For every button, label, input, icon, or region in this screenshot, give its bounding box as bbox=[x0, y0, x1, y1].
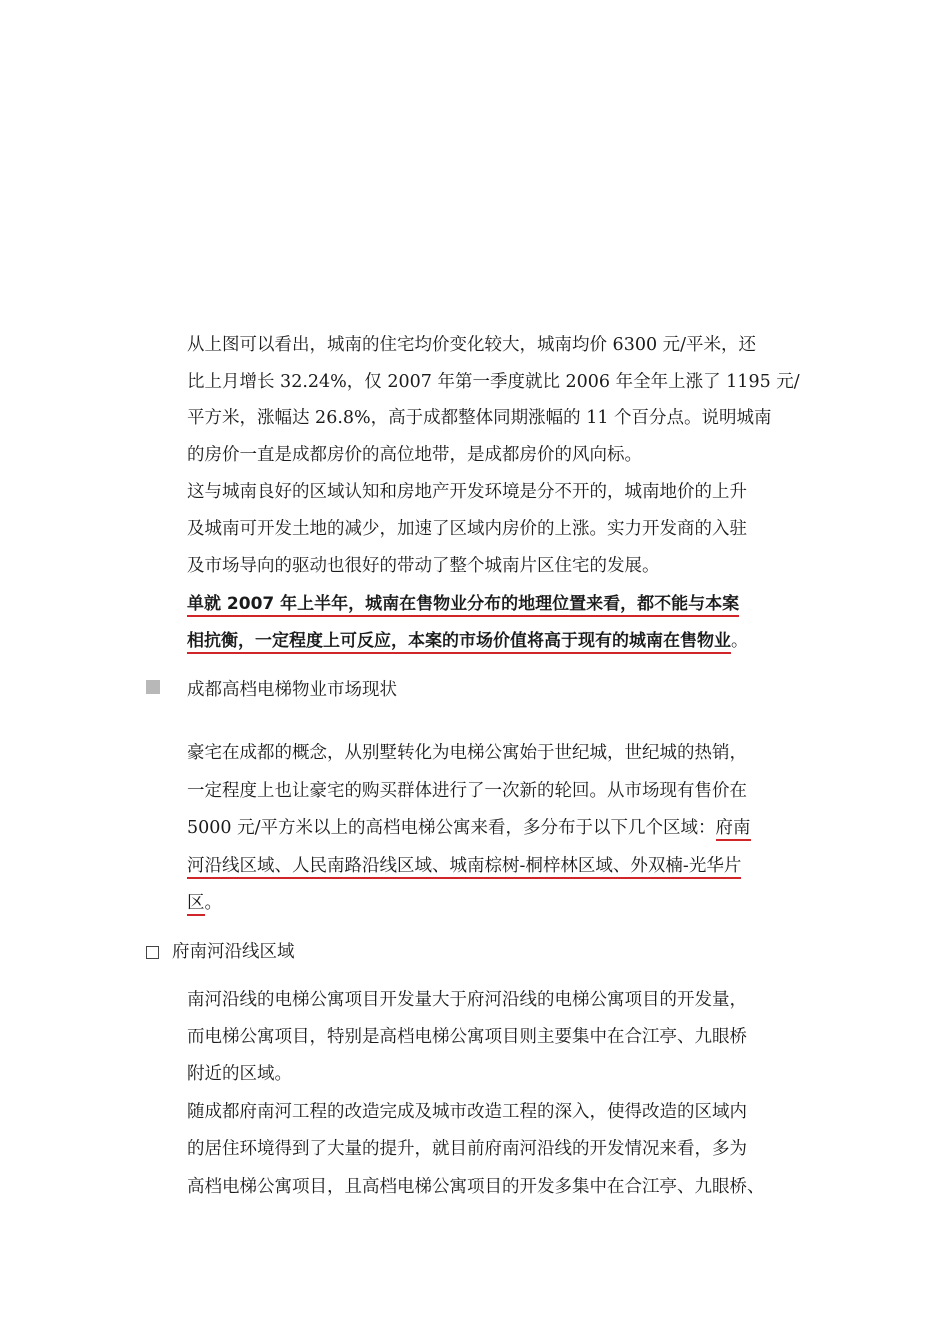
filled-square-bullet-icon bbox=[146, 680, 160, 694]
underlined-text: 单就 2007 年上半年，城南在售物业分布的地理位置来看，都不能与本案 bbox=[187, 594, 739, 617]
paragraph-line: 随成都府南河工程的改造完成及城市改造工程的深入，使得改造的区域内 bbox=[187, 1102, 747, 1122]
paragraph-line: 及城南可开发土地的减少，加速了区域内房价的上涨。实力开发商的入驻 bbox=[187, 519, 747, 539]
paragraph-line: 而电梯公寓项目，特别是高档电梯公寓项目则主要集中在合江亭、九眼桥 bbox=[187, 1027, 747, 1047]
paragraph-line bbox=[187, 816, 751, 840]
highlighted-conclusion-line bbox=[187, 629, 748, 653]
paragraph-line: 及市场导向的驱动也很好的带动了整个城南片区住宅的发展。 bbox=[187, 556, 660, 576]
underlined-text: 区 bbox=[187, 893, 205, 916]
section-heading: 府南河沿线区域 bbox=[172, 942, 295, 962]
plain-text: 5000 元/平方米以上的高档电梯公寓来看，多分布于以下几个区域： bbox=[187, 818, 716, 838]
paragraph-line: 比上月增长 32.24%，仅 2007 年第一季度就比 2006 年全年上涨了 1195 元/ bbox=[187, 372, 800, 392]
paragraph-line: 一定程度上也让豪宅的购买群体进行了一次新的轮回。从市场现有售价在 bbox=[187, 781, 747, 801]
paragraph-line: 平方米，涨幅达 26.8%，高于成都整体同期涨幅的 11 个百分点。说明城南 bbox=[187, 408, 772, 428]
paragraph-line bbox=[187, 854, 741, 878]
paragraph-line: 的居住环境得到了大量的提升，就目前府南河沿线的开发情况来看，多为 bbox=[187, 1139, 747, 1159]
section-heading: 成都高档电梯物业市场现状 bbox=[187, 680, 397, 700]
paragraph-line: 这与城南良好的区域认知和房地产开发环境是分不开的，城南地价的上升 bbox=[187, 482, 747, 502]
paragraph-line: 的房价一直是成都房价的高位地带，是成都房价的风向标。 bbox=[187, 445, 642, 465]
paragraph-line: 南河沿线的电梯公寓项目开发量大于府河沿线的电梯公寓项目的开发量， bbox=[187, 990, 747, 1010]
empty-square-bullet-icon bbox=[146, 946, 159, 959]
underlined-text: 府南 bbox=[716, 818, 751, 841]
underlined-text: 相抗衡，一定程度上可反应，本案的市场价值将高于现有的城南在售物业 bbox=[187, 631, 731, 654]
underlined-text: 河沿线区域、人民南路沿线区域、城南棕树-桐梓林区域、外双楠-光华片 bbox=[187, 856, 741, 879]
paragraph-line: 从上图可以看出，城南的住宅均价变化较大，城南均价 6300 元/平米，还 bbox=[187, 335, 757, 355]
line-tail: 。 bbox=[731, 631, 748, 651]
paragraph-line: 豪宅在成都的概念，从别墅转化为电梯公寓始于世纪城，世纪城的热销， bbox=[187, 743, 747, 763]
highlighted-conclusion-line bbox=[187, 592, 739, 616]
line-tail: 。 bbox=[204, 893, 222, 913]
paragraph-line: 高档电梯公寓项目，且高档电梯公寓项目的开发多集中在合江亭、九眼桥、 bbox=[187, 1177, 765, 1197]
paragraph-line: 附近的区域。 bbox=[187, 1064, 292, 1084]
paragraph-line bbox=[187, 891, 222, 915]
